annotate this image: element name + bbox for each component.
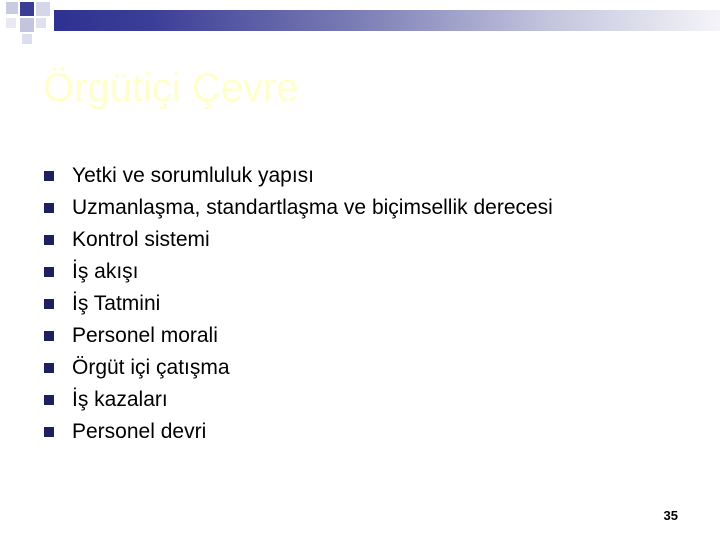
bullet-text: Yetki ve sorumluluk yapısı [72, 164, 315, 187]
decor-square [20, 18, 34, 32]
square-bullet-icon [44, 395, 54, 405]
list-item [44, 160, 553, 192]
list-item [44, 320, 553, 352]
square-bullet-icon [44, 235, 54, 245]
decor-square [22, 34, 32, 44]
bullet-text: Kontrol sistemi [72, 228, 210, 251]
decor-square [36, 18, 46, 28]
decor-square [6, 18, 16, 28]
bullet-text: Uzmanlaşma, standartlaşma ve biçimsellik derecesi [72, 196, 553, 219]
square-bullet-icon [44, 171, 54, 181]
bullet-text: İş akışı [72, 260, 139, 283]
bullet-list [44, 160, 553, 448]
list-item [44, 192, 553, 224]
square-bullet-icon [44, 203, 54, 213]
list-item [44, 416, 553, 448]
decor-square [36, 2, 50, 16]
list-item [44, 384, 553, 416]
header-decoration [0, 0, 720, 40]
decor-square [20, 2, 34, 16]
bullet-text: Personel morali [72, 324, 218, 347]
bullet-text: Personel devri [72, 420, 207, 443]
square-bullet-icon [44, 267, 54, 277]
bullet-text: İş Tatmini [72, 292, 161, 315]
square-bullet-icon [44, 363, 54, 373]
list-item [44, 288, 553, 320]
page-number: 35 [663, 508, 678, 523]
slide-title: Örgütiçi Çevre [43, 66, 299, 110]
header-gradient-bar [54, 10, 720, 31]
list-item [44, 224, 553, 256]
square-bullet-icon [44, 331, 54, 341]
square-bullet-icon [44, 299, 54, 309]
list-item [44, 352, 553, 384]
bullet-text: Örgüt içi çatışma [72, 356, 230, 379]
list-item [44, 256, 553, 288]
decor-square [6, 2, 18, 14]
bullet-text: İş kazaları [72, 388, 168, 411]
square-bullet-icon [44, 427, 54, 437]
